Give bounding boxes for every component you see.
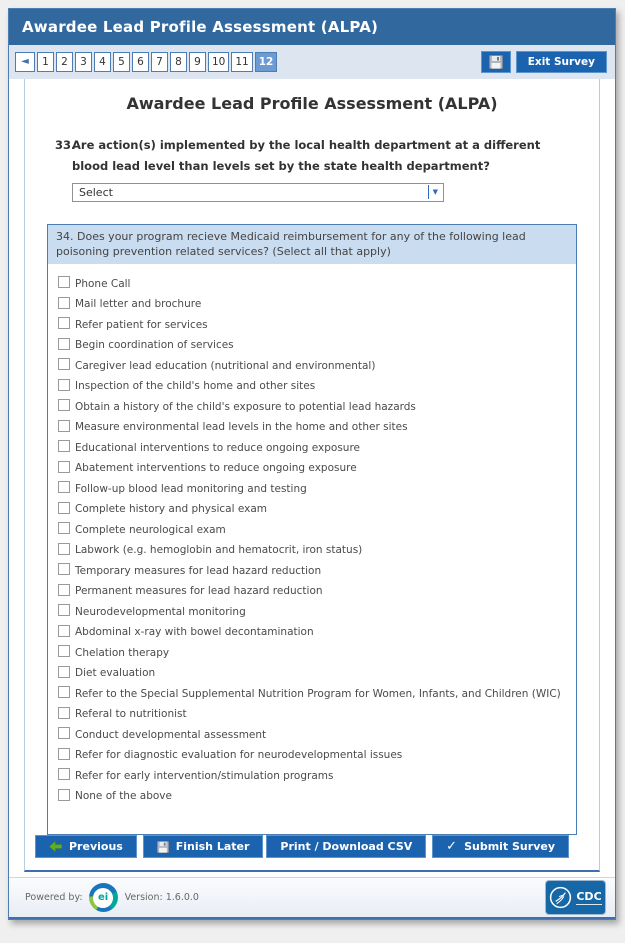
- checkbox[interactable]: [58, 604, 70, 616]
- page-button-11[interactable]: 11: [231, 52, 252, 72]
- finish-later-label: Finish Later: [175, 840, 250, 853]
- page-button-12[interactable]: 12: [255, 52, 278, 72]
- page-button-5[interactable]: 5: [113, 52, 130, 72]
- window-title: Awardee Lead Profile Assessment (ALPA): [22, 18, 379, 36]
- survey-window: [8, 8, 616, 920]
- checkbox[interactable]: [58, 420, 70, 432]
- page-button-2[interactable]: 2: [56, 52, 73, 72]
- action-buttons: [35, 835, 569, 858]
- checkbox[interactable]: [58, 461, 70, 473]
- question-33-number: 33.: [55, 138, 76, 152]
- checkbox-option-row[interactable]: [58, 728, 566, 741]
- checkbox-label: Chelation therapy: [75, 646, 170, 659]
- checkbox[interactable]: [58, 727, 70, 739]
- checkbox-label: Refer to the Special Supplemental Nutrition Program for Women, Infants, and Children (WIC): [75, 687, 561, 700]
- page-button-4[interactable]: 4: [94, 52, 111, 72]
- version-label: Version: 1.6.0.0: [124, 892, 199, 903]
- question-33: [55, 135, 599, 178]
- checkbox-option-row[interactable]: [58, 564, 566, 577]
- checkbox[interactable]: [58, 748, 70, 760]
- checkbox-option-row[interactable]: [58, 400, 566, 413]
- checkbox-label: Begin coordination of services: [75, 339, 234, 352]
- checkbox-option-row[interactable]: [58, 421, 566, 434]
- checkbox-label: None of the above: [75, 790, 172, 803]
- checkbox[interactable]: [58, 686, 70, 698]
- checkbox-option-row[interactable]: [58, 708, 566, 721]
- checkbox-option-row[interactable]: [58, 544, 566, 557]
- checkbox-option-row[interactable]: [58, 769, 566, 782]
- checkbox-label: Complete history and physical exam: [75, 503, 268, 516]
- question-34-header: [48, 225, 576, 265]
- page-button-6[interactable]: 6: [132, 52, 149, 72]
- pagination: [15, 52, 277, 72]
- submit-survey-button[interactable]: [432, 835, 569, 858]
- checkbox-option-row[interactable]: [58, 605, 566, 618]
- checkbox-label: Mail letter and brochure: [75, 298, 202, 311]
- checkbox-option-row[interactable]: [58, 441, 566, 454]
- checkbox-option-row[interactable]: [58, 523, 566, 536]
- ei-logo-text: ei: [93, 888, 113, 908]
- checkbox-option-row[interactable]: [58, 646, 566, 659]
- checkbox[interactable]: [58, 317, 70, 329]
- question-34-text: 34. Does your program recieve Medicaid reimbursement for any of the following lead poisoning prevention related services? (Select all that apply): [56, 229, 526, 258]
- checkbox[interactable]: [58, 338, 70, 350]
- window-header: [9, 9, 615, 45]
- checkbox[interactable]: [58, 440, 70, 452]
- checkbox-label: Diet evaluation: [75, 667, 156, 680]
- checkbox[interactable]: [58, 645, 70, 657]
- q33-select-value: Select: [79, 185, 113, 199]
- checkbox[interactable]: [58, 543, 70, 555]
- page-button-9[interactable]: 9: [189, 52, 206, 72]
- print-csv-label: Print / Download CSV: [280, 840, 413, 853]
- submit-label: Submit Survey: [464, 840, 555, 853]
- checkbox[interactable]: [58, 707, 70, 719]
- checkbox-label: Abdominal x-ray with bowel decontamination: [75, 626, 314, 639]
- left-arrow-icon: ◄: [21, 56, 29, 67]
- checkbox-label: Phone Call: [75, 277, 131, 290]
- checkbox[interactable]: [58, 563, 70, 575]
- checkbox-label: Complete neurological exam: [75, 523, 226, 536]
- previous-button[interactable]: [35, 835, 137, 858]
- checkbox[interactable]: [58, 297, 70, 309]
- checkbox-option-row[interactable]: [58, 687, 566, 700]
- checkbox-option-row[interactable]: [58, 318, 566, 331]
- checkbox-label: Caregiver lead education (nutritional and environmental): [75, 359, 376, 372]
- center-buttons: [143, 835, 427, 858]
- question-33-text: Are action(s) implemented by the local health department at a different blood lead level than levels set by the state health department?: [72, 138, 541, 174]
- checkbox-option-row[interactable]: [58, 298, 566, 311]
- checkbox-label: Educational interventions to reduce ongoing exposure: [75, 441, 360, 454]
- cdc-logo-text: CDC: [576, 890, 602, 904]
- content-panel: [24, 79, 600, 872]
- checkbox-label: Follow-up blood lead monitoring and testing: [75, 482, 307, 495]
- checkbox-label: Obtain a history of the child's exposure to potential lead hazards: [75, 400, 416, 413]
- powered-by-label: Powered by:: [25, 892, 83, 903]
- save-button[interactable]: [481, 51, 511, 73]
- checkbox-label: Conduct developmental assessment: [75, 728, 267, 741]
- checkbox-label: Temporary measures for lead hazard reduction: [75, 564, 322, 577]
- ei-logo: [89, 883, 118, 912]
- dropdown-arrow-icon[interactable]: ▼: [428, 185, 442, 199]
- checkbox[interactable]: [58, 625, 70, 637]
- checkbox-option-row[interactable]: [58, 503, 566, 516]
- question-34: [47, 224, 577, 836]
- pagination-prev-button[interactable]: [15, 52, 35, 72]
- checkbox-label: Labwork (e.g. hemoglobin and hematocrit, iron status): [75, 544, 363, 557]
- checkbox[interactable]: [58, 399, 70, 411]
- q34-options: [48, 264, 576, 803]
- checkbox-label: Permanent measures for lead hazard reduction: [75, 585, 323, 598]
- print-download-csv-button[interactable]: [266, 835, 426, 858]
- checkbox-label: Refer for early intervention/stimulation programs: [75, 769, 334, 782]
- checkbox-label: Neurodevelopmental monitoring: [75, 605, 246, 618]
- green-left-arrow-icon: [49, 841, 62, 852]
- checkbox-label: Referal to nutritionist: [75, 708, 187, 721]
- checkbox-label: Refer for diagnostic evaluation for neurodevelopmental issues: [75, 749, 403, 762]
- checkbox[interactable]: [58, 379, 70, 391]
- floppy-disk-icon: [157, 841, 169, 853]
- floppy-disk-icon: [489, 55, 503, 69]
- previous-label: Previous: [69, 840, 123, 853]
- checkbox-option-row[interactable]: [58, 585, 566, 598]
- checkbox[interactable]: [58, 789, 70, 801]
- finish-later-button[interactable]: [143, 835, 264, 858]
- checkbox-option-row[interactable]: [58, 277, 566, 290]
- checkbox[interactable]: [58, 522, 70, 534]
- page-button-1[interactable]: 1: [37, 52, 54, 72]
- checkbox-label: Abatement interventions to reduce ongoing exposure: [75, 462, 357, 475]
- checkbox-label: Refer patient for services: [75, 318, 208, 331]
- footer: [9, 877, 615, 919]
- checkbox-label: Measure environmental lead levels in the home and other sites: [75, 421, 408, 434]
- cdc-logo: [545, 880, 606, 915]
- exit-survey-button[interactable]: Exit Survey: [516, 51, 607, 73]
- checkbox-option-row[interactable]: [58, 626, 566, 639]
- checkbox[interactable]: [58, 768, 70, 780]
- checkbox-option-row[interactable]: [58, 667, 566, 680]
- toolbar-right: [481, 51, 607, 73]
- checkbox-option-row[interactable]: [58, 749, 566, 762]
- checkbox-option-row[interactable]: [58, 339, 566, 352]
- checkbox[interactable]: [58, 502, 70, 514]
- checkbox-option-row[interactable]: [58, 380, 566, 393]
- page-button-8[interactable]: 8: [170, 52, 187, 72]
- toolbar: [9, 45, 615, 79]
- checkbox-option-row[interactable]: [58, 790, 566, 803]
- checkbox[interactable]: [58, 358, 70, 370]
- page-button-10[interactable]: 10: [208, 52, 229, 72]
- checkbox[interactable]: [58, 276, 70, 288]
- q33-select-dropdown[interactable]: [72, 183, 444, 202]
- hhs-emblem-icon: [549, 886, 572, 909]
- checkbox-label: Inspection of the child's home and other sites: [75, 380, 316, 393]
- checkmark-icon: ✓: [446, 839, 458, 854]
- checkbox[interactable]: [58, 666, 70, 678]
- checkbox-option-row[interactable]: [58, 482, 566, 495]
- checkbox[interactable]: [58, 584, 70, 596]
- checkbox[interactable]: [58, 481, 70, 493]
- page-button-7[interactable]: 7: [151, 52, 168, 72]
- checkbox-option-row[interactable]: [58, 359, 566, 372]
- page-button-3[interactable]: 3: [75, 52, 92, 72]
- page-title: Awardee Lead Profile Assessment (ALPA): [126, 94, 498, 113]
- checkbox-option-row[interactable]: [58, 462, 566, 475]
